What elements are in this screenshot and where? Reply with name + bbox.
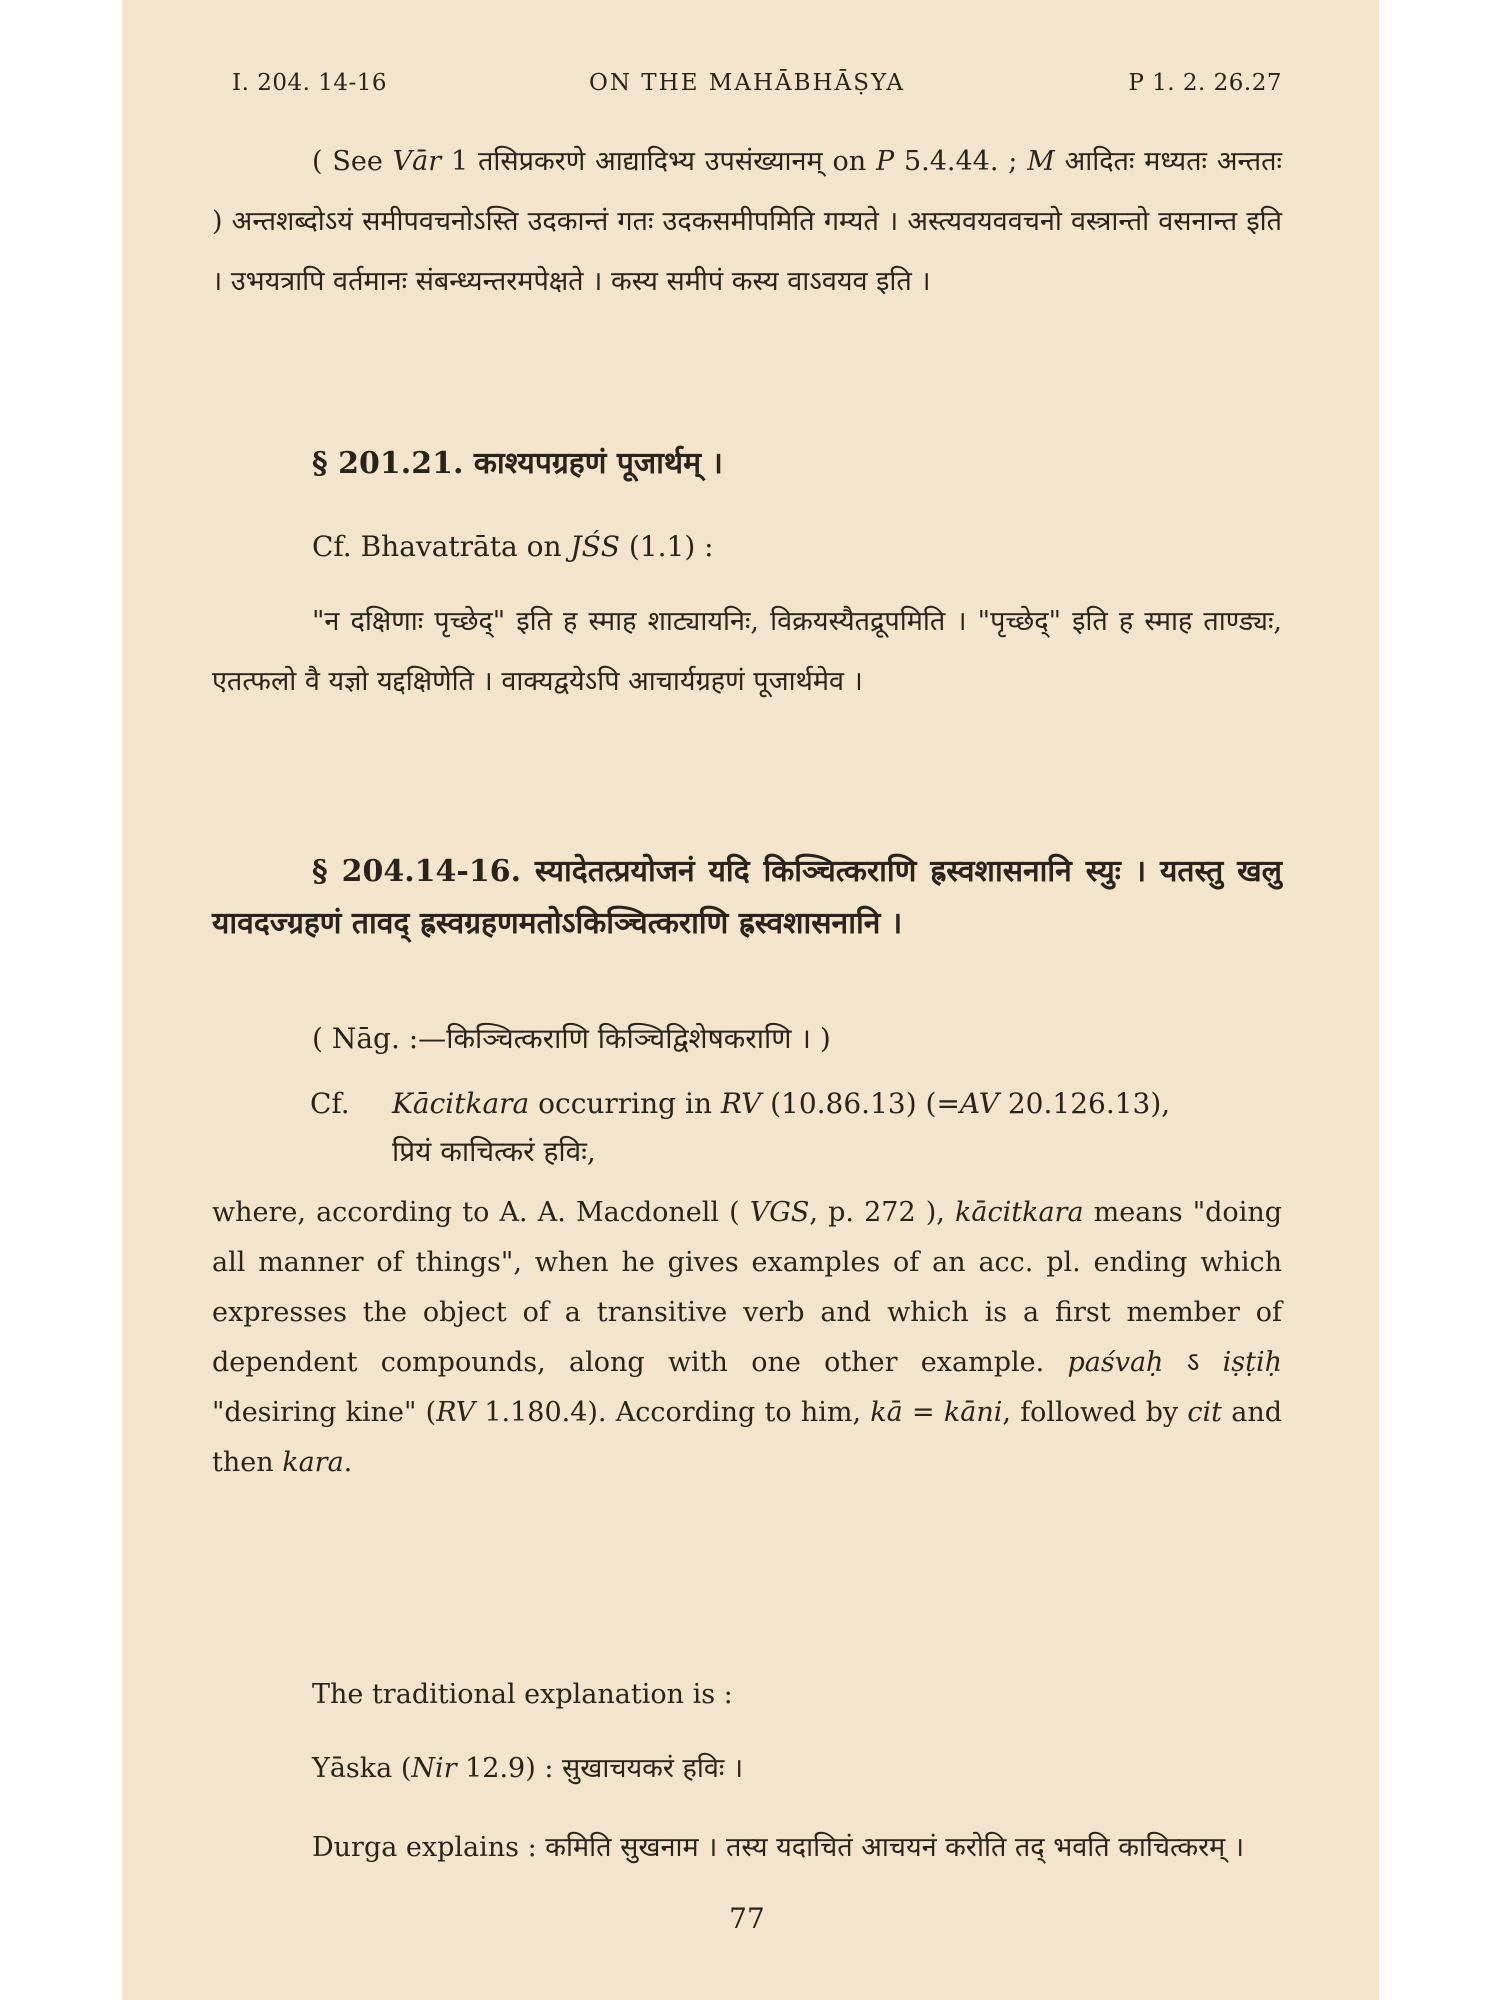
nag-note: ( Nāg. :—किञ्चित्कराणि किञ्चिद्विशेषकराणि । ) (312, 1022, 831, 1055)
running-head-right: P 1. 2. 26.27 (1128, 70, 1282, 96)
sanskrit-text: स्यादेतत्प्रयोजनं यदि किञ्चित्कराणि ह्रस्वशासनानि स्युः । यतस्तु खलु यावदज्ग्रहणं तावद् ह्रस्वग्रहणमतोऽकिञ्चित्कराणि ह्रस्वशासनानि । (212, 854, 1283, 941)
yaska-line: Yāska (Nir 12.9) : सुखाचयकरं हविः । (312, 1753, 744, 1784)
sanskrit-text: सुखाचयकरं हविः । (562, 1753, 744, 1784)
sanskrit-text: आदितः मध्यतः अन्ततः ) अन्तशब्दोऽयं समीपवचनोऽस्ति उदकान्तं गतः उदकसमीपमिति गम्यते । अस्त्यवयववचनो वस्त्रान्तो वसनान्त इति । उभयत्रापि वर्तमानः संबन्ध्यन्तरमपेक्षते । कस्य समीपं कस्य वाऽवयव इति । (212, 146, 1283, 297)
quote-paragraph: "न दक्षिणाः पृच्छेद्" इति ह स्माह शाट्यायनिः, विक्रयस्यैतद्रूपमिति । "पृच्छेद्" इति ह स्माह ताण्ड्यः, एतत्फलो वै यज्ञो यद्दक्षिणेति । वाक्यद्वयेऽपि आचार्यग्रहणं पूजार्थमेव । (212, 606, 1282, 697)
sanskrit-text: कमिति सुखनाम । तस्य यदाचितं आचयनं करोति तद् भवति काचित्करम् । (545, 1832, 1245, 1863)
running-head-left: I. 204. 14-16 (232, 70, 388, 96)
traditional-explanation: The traditional explanation is : (312, 1679, 733, 1710)
section-number: § 201.21. (312, 446, 464, 481)
section-heading-201 (212, 438, 1282, 490)
sanskrit-text: काश्यपग्रहणं पूजार्थम् । (473, 446, 723, 481)
sanskrit-text: प्रियं काचित्करं हविः, (392, 1135, 596, 1168)
body-paragraph-macdonell: where, according to A. A. Macdonell ( VGS, p. 272 ), kācitkara means "doing all manner of things", when he gives examples of an acc. pl. ending which expresses the object of a transitive verb and which is a first member of dependent compounds, along with one other example. paśvaḥ ऽ iṣṭiḥ "desiring kine" (RV 1.180.4). According to him, kā = kāni, followed by cit and then kara. (212, 1197, 1283, 1478)
page-content (212, 70, 1283, 1935)
sanskrit-text: किञ्चित्कराणि किञ्चिद्विशेषकराणि । ) (446, 1022, 831, 1055)
durga-paragraph: Durga explains : कमिति सुखनाम । तस्य यदाचितं आचयनं करोति तद् भवति काचित्करम् । (312, 1832, 1245, 1863)
running-head-title: ON THE MAHĀBHĀṢYA (589, 70, 905, 96)
page-number: 77 (729, 1902, 765, 1935)
cf-bhavatrata: Cf. Bhavatrāta on JŚS (1.1) : (312, 530, 714, 563)
section-number: § 204.14-16. (312, 854, 522, 889)
rv-quote (212, 1128, 1282, 1176)
paragraph-see-var: ( See Vār 1 तसिप्रकरणे आद्यादिभ्य उपसंख्यानम् on P 5.4.44. ; M आदितः मध्यतः अन्ततः ) अन्तशब्दोऽयं समीपवचनोऽस्ति उदकान्तं गतः उदकसमीपमिति गम्यते । अस्त्यवयववचनो वस्त्रान्तो वसनान्त इति । उभयत्रापि वर्तमानः संबन्ध्यन्तरमपेक्षते । कस्य समीपं कस्य वाऽवयव इति । (212, 146, 1283, 297)
section-heading-204 (212, 846, 1282, 950)
cf-kacitkara: Cf. Kācitkara occurring in RV (10.86.13) (=AV 20.126.13), (310, 1087, 1171, 1120)
sanskrit-text: तसिप्रकरणे आद्यादिभ्य उपसंख्यानम् (477, 146, 823, 177)
running-head (212, 70, 1282, 110)
